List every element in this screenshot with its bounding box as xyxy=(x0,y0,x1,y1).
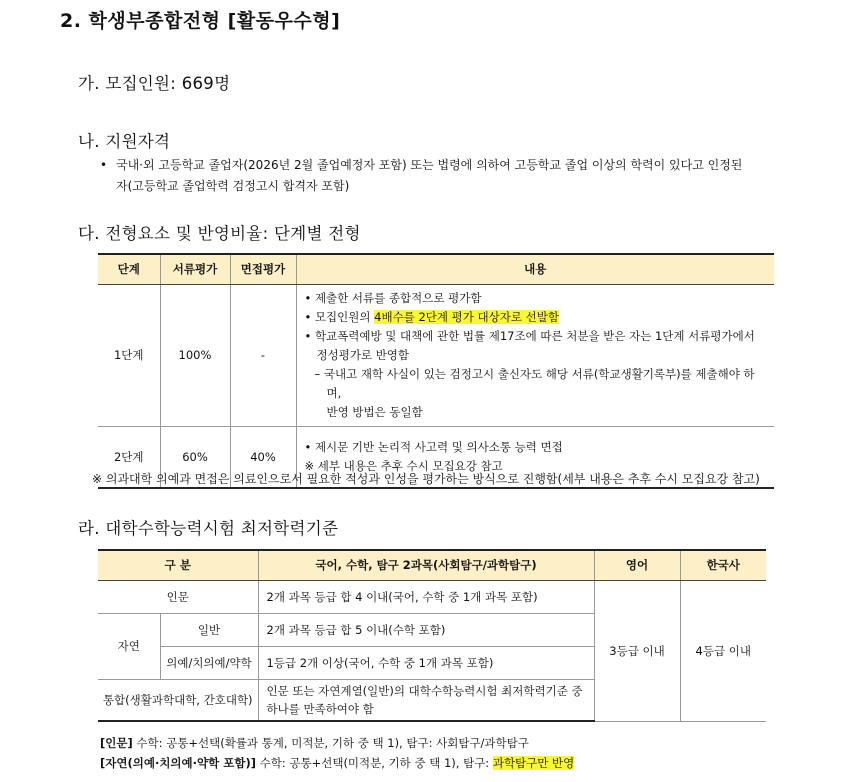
csat-table xyxy=(98,549,766,722)
english-requirement: 3등급 이내 xyxy=(594,580,680,721)
header-interview: 면접평가 xyxy=(230,254,296,284)
medical-interview-note: ※ 의과대학 의예과 면접은 의료인으로서 필요한 적성과 인성을 평가하는 방식으로 진행함(세부 내용은 추후 수시 모집요강 참고) xyxy=(92,472,760,486)
stage-1: 1단계 xyxy=(98,284,160,426)
eligibility-line2: 자(고등학교 졸업학력 검정고시 합격자 포함) xyxy=(116,179,350,193)
section-recruitment-count: 가. 모집인원: 669명 xyxy=(78,74,231,93)
stage-1-document: 100% xyxy=(160,284,230,426)
section-eligibility-heading: 나. 지원자격 xyxy=(78,132,171,151)
eligibility-line1: 국내·외 고등학교 졸업자(2026년 2월 졸업예정자 포함) 또는 법령에 의하여 고등학교 졸업 이상의 학력이 있다고 인정된 xyxy=(116,158,743,172)
table-row xyxy=(98,580,766,613)
criteria-natural-general: 2개 과목 등급 합 5 이내(수학 포함) xyxy=(258,613,594,646)
header-content: 내용 xyxy=(296,254,774,284)
subcategory-medical: 의예/치의예/약학 xyxy=(160,646,258,679)
highlight-selection: 4배수를 2단계 평가 대상자로 선발함 xyxy=(374,309,559,324)
footnote-natural: [자연(의예·치의예·약학 포함)] 수학: 공통+선택(미적분, 기하 중 택 1), 탐구: 과학탐구만 반영 xyxy=(100,756,575,770)
header-category: 구 분 xyxy=(98,550,258,580)
stage-1-content: • 제출한 서류를 종합적으로 평가함 • 모집인원의 4배수를 2단계 평가 대상자로 선발함 • 학교폭력예방 및 대책에 관한 법률 제17조에 따른 처분을 받은 자는 1단계 서류평가에서 정성평가로 반영함 – 국내고 재학 사실이 있는 검정고시 출신자도 해당 서류(학교생활기록부)를 제출해야 하며, 반영 방법은 동일함 xyxy=(296,284,774,426)
stage-1-interview: - xyxy=(230,284,296,426)
criteria-humanities: 2개 과목 등급 합 4 이내(국어, 수학 중 1개 과목 포함) xyxy=(258,580,594,613)
criteria-integrated: 인문 또는 자연계열(일반)의 대학수학능력시험 최저학력기준 중 하나를 만족하여야 함 xyxy=(258,679,594,721)
history-requirement: 4등급 이내 xyxy=(680,580,766,721)
section-csat-heading: 라. 대학수학능력시험 최저학력기준 xyxy=(78,519,339,538)
selection-table xyxy=(98,253,774,489)
category-humanities: 인문 xyxy=(98,580,258,613)
footnote-humanities: [인문] 수학: 공통+선택(확률과 통계, 미적분, 기하 중 택 1), 탐구: 사회탐구/과학탐구 xyxy=(100,736,529,750)
stage-2-interview: 40% xyxy=(230,426,296,488)
subcategory-general: 일반 xyxy=(160,613,258,646)
table-row xyxy=(98,284,774,426)
header-stage: 단계 xyxy=(98,254,160,284)
section-selection-heading: 다. 전형요소 및 반영비율: 단계별 전형 xyxy=(78,224,361,243)
eligibility-bullet: • 국내·외 고등학교 졸업자(2026년 2월 졸업예정자 포함) 또는 법령에 의하여 고등학교 졸업 이상의 학력이 있다고 인정된 자(고등학교 졸업학력 검정고시 합격자 포함) xyxy=(100,155,768,197)
header-english: 영어 xyxy=(594,550,680,580)
stage-2-content: • 제시문 기반 논리적 사고력 및 의사소통 능력 면접 ※ 세부 내용은 추후 수시 모집요강 참고 xyxy=(296,426,774,488)
stage-2: 2단계 xyxy=(98,426,160,488)
category-natural: 자연 xyxy=(98,613,160,679)
category-integrated: 통합(생활과학대학, 간호대학) xyxy=(98,679,258,721)
page-title: 2. 학생부종합전형 [활동우수형] xyxy=(60,10,341,32)
criteria-natural-medical: 1등급 2개 이상(국어, 수학 중 1개 과목 포함) xyxy=(258,646,594,679)
highlight-science-only: 과학탐구만 반영 xyxy=(492,756,575,770)
header-history: 한국사 xyxy=(680,550,766,580)
header-criteria: 국어, 수학, 탐구 2과목(사회탐구/과학탐구) xyxy=(258,550,594,580)
stage-2-document: 60% xyxy=(160,426,230,488)
header-document: 서류평가 xyxy=(160,254,230,284)
